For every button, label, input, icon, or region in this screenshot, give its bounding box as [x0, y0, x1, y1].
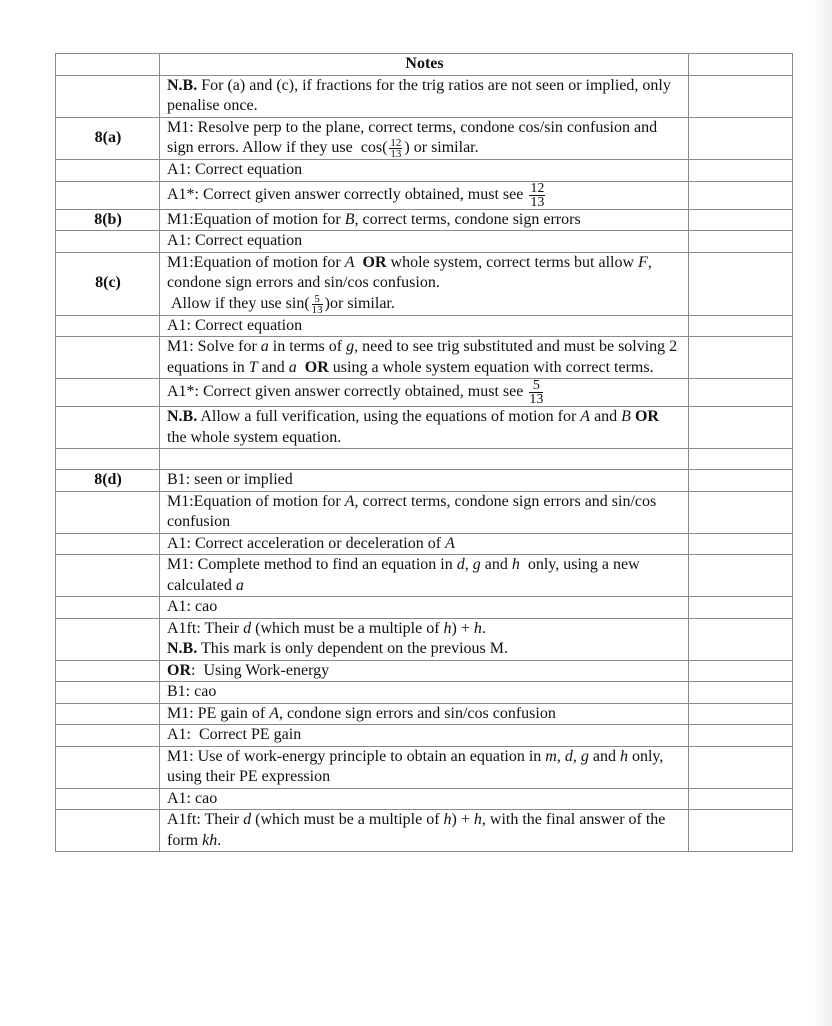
question-number [56, 746, 160, 788]
note-text: whole system, correct terms but allow [386, 253, 639, 271]
note-text: , [556, 747, 565, 765]
table-row [56, 470, 793, 492]
note-cell [160, 470, 689, 492]
note-text [355, 254, 363, 271]
note-text: A [445, 534, 455, 552]
marks-cell [689, 555, 793, 597]
note-text: ) + [451, 811, 474, 828]
table-row [56, 337, 793, 379]
notes-header: Notes [160, 54, 689, 76]
note-text: OR [304, 358, 329, 376]
question-number [56, 315, 160, 337]
question-number [56, 597, 160, 619]
table-row [56, 618, 793, 660]
question-number [56, 703, 160, 725]
table-row [56, 555, 793, 597]
note-text: d [243, 811, 252, 828]
note-text: M1:Equation of motion for [167, 253, 345, 271]
marks-cell [689, 315, 793, 337]
note-text: , condone sign errors and sin/cos confusion [279, 704, 556, 722]
question-number [56, 810, 160, 852]
note-text: A1ft: Their [167, 811, 244, 828]
table-row [56, 181, 793, 209]
marks-cell [689, 379, 793, 407]
note-text: F [638, 253, 648, 271]
note-text: , condone sign errors and sin/cos confusion. [167, 253, 656, 291]
note-text: correct terms, condone sign errors and sin/cos confusion [167, 492, 661, 530]
note-text: correct terms, condone sign errors [358, 210, 581, 228]
mark-scheme-table [55, 53, 793, 852]
note-cell [160, 618, 689, 660]
note-cell [160, 209, 689, 231]
marks-cell [689, 337, 793, 379]
marks-cell [689, 252, 793, 315]
marks-cell [689, 75, 793, 117]
question-header-cell [56, 54, 160, 76]
note-cell [160, 660, 689, 682]
note-text: B, [344, 210, 359, 228]
question-number [56, 660, 160, 682]
question-number [56, 725, 160, 747]
note-cell [160, 315, 689, 337]
note-text: g [472, 556, 481, 573]
question-number [56, 533, 160, 555]
note-text: M1:Equation of motion for [167, 492, 345, 510]
note-text: a [288, 358, 297, 376]
note-text: Allow if they use sin( [167, 294, 310, 312]
question-number [56, 379, 160, 407]
table-row [56, 725, 793, 747]
note-cell [160, 337, 689, 379]
note-text: A1: Correct equation [167, 316, 303, 334]
note-text: . [481, 619, 486, 637]
table-row [56, 407, 793, 449]
note-text: h [473, 811, 482, 828]
marks-cell [689, 703, 793, 725]
marks-cell [689, 533, 793, 555]
note-cell [160, 491, 689, 533]
note-text: A1*: Correct given answer correctly obtained, must see [167, 383, 528, 401]
note-text: using a whole system equation with correct terms. [328, 358, 654, 376]
question-number [56, 160, 160, 182]
note-cell [160, 252, 689, 315]
note-cell [160, 379, 689, 407]
note-text: d [456, 556, 465, 573]
note-text: OR [634, 408, 659, 425]
note-cell [160, 181, 689, 209]
marks-cell [689, 209, 793, 231]
note-text: a [235, 576, 244, 594]
note-text: the whole system equation. [167, 408, 663, 446]
note-text: h [473, 619, 482, 637]
note-cell [160, 682, 689, 704]
note-text: M1: PE gain of [167, 704, 270, 722]
question-number [56, 618, 160, 660]
note-text: N.B. [167, 640, 198, 657]
marks-cell [689, 810, 793, 852]
question-number [56, 555, 160, 597]
note-text: and [588, 747, 620, 765]
fraction [389, 138, 402, 159]
note-cell [160, 788, 689, 810]
marks-cell [689, 725, 793, 747]
table-row [56, 533, 793, 555]
note-text: , [572, 747, 581, 765]
note-text: M1: Resolve perp to the plane, correct terms, condone cos/sin confusion and sign errors. Allow if they use cos( [167, 118, 662, 157]
note-text: ) or similar. [404, 139, 479, 157]
note-cell [160, 75, 689, 117]
table-row [56, 682, 793, 704]
note-text: , [464, 556, 473, 573]
note-cell [160, 810, 689, 852]
note-text: Allow a full verification, using the equations of motion for [197, 408, 581, 425]
note-text: h [511, 556, 520, 573]
note-text: d [564, 747, 573, 765]
question-number [56, 682, 160, 704]
fraction-numerator: 12 [530, 180, 545, 196]
note-cell [160, 407, 689, 449]
fraction-numerator: 12 [390, 137, 402, 149]
note-text: B1: cao [167, 683, 217, 700]
table-row [56, 788, 793, 810]
question-number [56, 491, 160, 533]
note-text: N.B. [167, 76, 198, 94]
fraction [529, 182, 545, 209]
note-text: A1: Correct equation [167, 232, 303, 249]
table-row [56, 315, 793, 337]
question-number: 8(b) [56, 209, 160, 231]
marks-cell [689, 407, 793, 449]
note-cell [160, 231, 689, 253]
note-text: only, using their PE expression [167, 747, 668, 785]
fraction-denominator: 13 [311, 303, 323, 316]
note-text: OR [362, 253, 387, 271]
note-cell [160, 555, 689, 597]
note-text: A1: cao [167, 789, 218, 807]
note-text: OR [167, 661, 191, 679]
note-text: B1: seen or implied [167, 471, 293, 488]
note-text: and [590, 408, 622, 425]
note-text: only, using a new calculated [167, 556, 644, 594]
note-text: m [545, 747, 557, 765]
note-text: (which must be a multiple of [251, 619, 444, 637]
note-text: and [480, 556, 512, 573]
marks-cell [689, 470, 793, 492]
note-text: g [580, 747, 589, 765]
marks-cell [689, 231, 793, 253]
question-number: 8(a) [56, 117, 160, 160]
fraction [529, 379, 543, 406]
note-text: T [248, 358, 258, 376]
fraction-denominator: 13 [530, 194, 545, 210]
note-cell [160, 533, 689, 555]
question-number [56, 337, 160, 379]
note-cell [160, 746, 689, 788]
note-text: N.B. [167, 408, 198, 425]
marks-header-cell [689, 54, 793, 76]
marks-cell [689, 181, 793, 209]
marks-cell [689, 682, 793, 704]
note-text: A1*: Correct given answer correctly obtained, must see [167, 185, 528, 203]
note-text: in terms of [268, 338, 347, 355]
table-header-row [56, 54, 793, 76]
table-row [56, 231, 793, 253]
marks-cell [689, 160, 793, 182]
note-cell [160, 449, 689, 470]
marks-cell [689, 449, 793, 470]
note-text: A1: Correct PE gain [167, 726, 302, 743]
question-number [56, 788, 160, 810]
note-cell [160, 117, 689, 160]
fraction-numerator: 5 [312, 294, 323, 305]
question-number [56, 181, 160, 209]
marks-cell [689, 597, 793, 619]
note-text: h [443, 619, 452, 637]
note-cell [160, 597, 689, 619]
note-text: A [269, 704, 279, 722]
note-cell [160, 160, 689, 182]
table-row [56, 75, 793, 117]
table-row [56, 379, 793, 407]
note-text: , need to see trig substituted and must be solving 2 equations in [167, 338, 682, 376]
table-row [56, 117, 793, 160]
table-row [56, 810, 793, 852]
note-text: a [260, 338, 269, 355]
note-text: and [257, 358, 289, 376]
note-text: g [346, 338, 355, 355]
question-number [56, 407, 160, 449]
question-number [56, 231, 160, 253]
note-text: h [619, 747, 628, 765]
table-row [56, 252, 793, 315]
table-row [56, 597, 793, 619]
note-text: , with the final answer of the form [167, 811, 670, 849]
note-text: d [243, 619, 252, 637]
note-cell [160, 703, 689, 725]
note-text: M1: Solve for [167, 338, 261, 355]
note-text: A, [344, 492, 359, 510]
marks-cell [689, 746, 793, 788]
table-row [56, 491, 793, 533]
note-text: M1: Use of work-energy principle to obtain an equation in [167, 747, 546, 765]
fraction [312, 294, 323, 315]
note-text: A1: Correct acceleration or deceleration of [167, 534, 446, 552]
question-number: 8(c) [56, 252, 160, 315]
table-row [56, 449, 793, 470]
marks-cell [689, 788, 793, 810]
fraction-denominator: 13 [529, 392, 544, 407]
note-text: . [217, 831, 222, 849]
table-row [56, 160, 793, 182]
question-number: 8(d) [56, 470, 160, 492]
note-text: A [344, 253, 355, 271]
question-number [56, 75, 160, 117]
note-text: For (a) and (c), if fractions for the trig ratios are not seen or implied, only penalise once. [167, 76, 675, 114]
note-text: M1: Complete method to find an equation in [167, 556, 457, 573]
table-row [56, 746, 793, 788]
question-number [56, 449, 160, 470]
note-text: M1:Equation of motion for [167, 210, 345, 228]
marks-cell [689, 117, 793, 160]
note-text: A1: cao [167, 598, 218, 615]
note-text: A1: Correct equation [167, 161, 303, 178]
fraction-denominator: 13 [390, 148, 402, 160]
marks-cell [689, 618, 793, 660]
marks-cell [689, 660, 793, 682]
page-edge-shadow [814, 0, 832, 1026]
table-row [56, 660, 793, 682]
note-text: kh [202, 831, 218, 849]
note-cell [160, 725, 689, 747]
note-text: (which must be a multiple of [251, 811, 444, 828]
note-text: A [580, 408, 591, 425]
note-text: h [443, 811, 452, 828]
note-text: B [621, 408, 631, 425]
note-text: ) + [451, 619, 474, 637]
note-text [297, 359, 305, 376]
note-text: A1ft: Their [167, 619, 244, 637]
note-text: This mark is only dependent on the previous M. [197, 640, 509, 657]
table-row [56, 703, 793, 725]
fraction-numerator: 5 [529, 379, 543, 393]
note-text: )or similar. [324, 294, 395, 312]
table-row [56, 209, 793, 231]
marks-cell [689, 491, 793, 533]
note-text: : Using Work-energy [191, 661, 330, 679]
